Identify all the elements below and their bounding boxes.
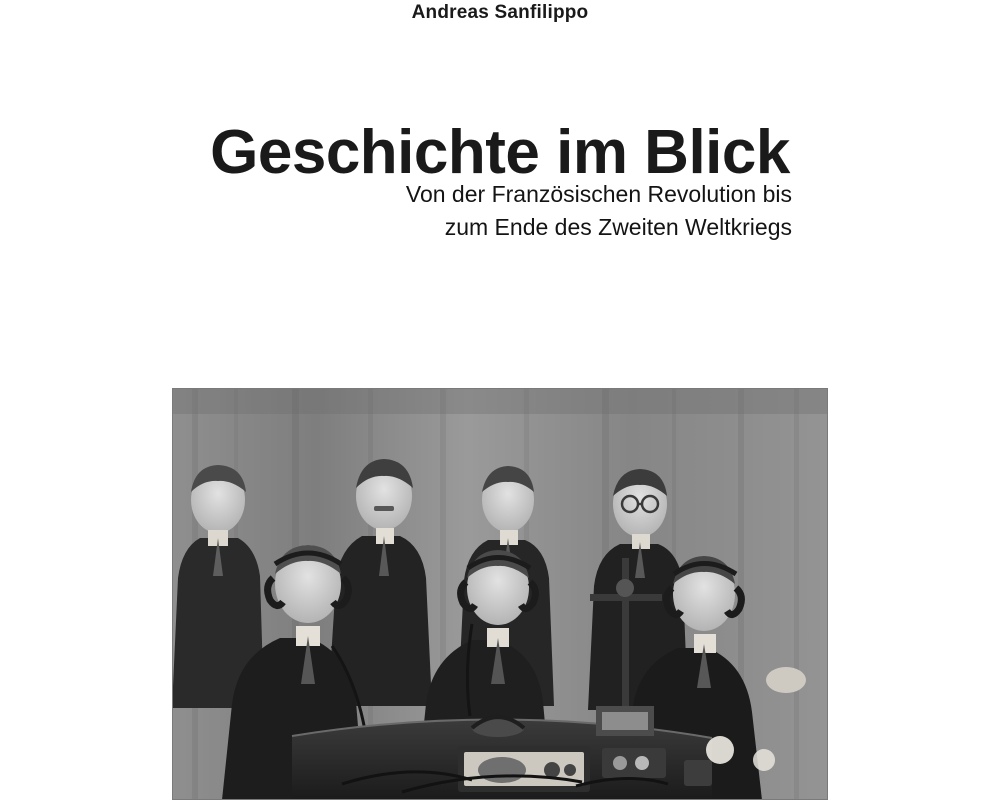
book-title: Geschichte im Blick [210,117,790,187]
cover-photo [172,388,828,800]
author-name: Andreas Sanfilippo [411,2,589,23]
subtitle-line-2: zum Ende des Zweiten Weltkriegs [444,214,792,241]
subtitle-line-1: Von der Französischen Revolution bis [405,181,792,207]
book-subtitle [0,178,1000,245]
cover-photo-illustration [172,388,828,800]
